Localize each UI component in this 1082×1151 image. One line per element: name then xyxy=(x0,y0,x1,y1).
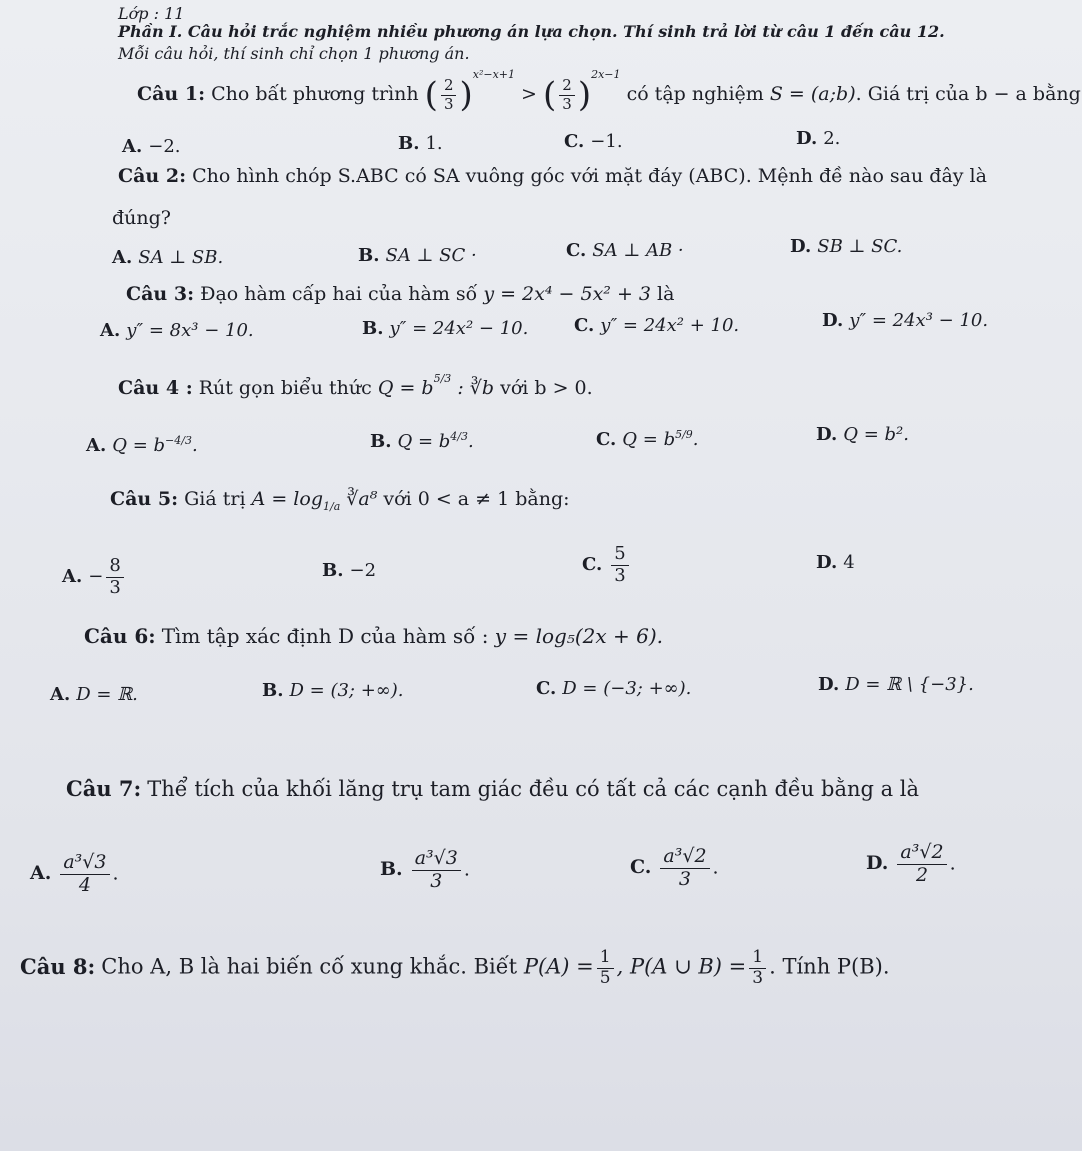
q4-option-a[interactable]: A. $Q = b^{-4/3}$. xyxy=(86,434,198,456)
q2-option-b[interactable]: B. SA ⊥ SC · xyxy=(358,245,477,266)
q1-option-a[interactable]: A. −2. xyxy=(122,136,181,157)
q5-option-a[interactable]: A. − $\frac{8}{3}$ xyxy=(62,556,127,598)
q7-option-a[interactable]: A. $\frac{\text{a³√3}}{4}$ . xyxy=(30,851,119,896)
question-2: Câu 2: Cho hình chóp S.ABC có SA vuông góc với mặt đáy (ABC). Mệnh đề nào sau đây là xyxy=(118,165,987,187)
q1-option-c[interactable]: C. −1. xyxy=(564,131,623,152)
question-5-label: Câu 5: xyxy=(110,488,179,510)
section-title: Phần I. Câu hỏi trắc nghiệm nhiều phương án lựa chọn. Thí sinh trả lời từ câu 1 đến câu 12. xyxy=(118,22,945,41)
question-2-label: Câu 2: xyxy=(118,165,187,187)
q7-option-c[interactable]: C. $\frac{\text{a³√2}}{3}$ . xyxy=(630,845,719,890)
q3-option-d[interactable]: D. y″ = 24x³ − 10. xyxy=(822,310,989,331)
question-8-label: Câu 8: xyxy=(20,953,96,979)
q3-option-b[interactable]: B. y″ = 24x² − 10. xyxy=(362,318,529,339)
question-1-label: Câu 1: xyxy=(137,83,206,105)
question-6-label: Câu 6: xyxy=(84,624,156,648)
question-4-label: Câu 4 : xyxy=(118,377,193,399)
q4-option-b[interactable]: B. $Q = b^{4/3}$. xyxy=(370,430,474,452)
q6-option-a[interactable]: A. D = ℝ. xyxy=(50,684,138,705)
q5-option-b[interactable]: B. −2 xyxy=(322,560,377,581)
q5-option-c[interactable]: C. $\frac{5}{3}$ xyxy=(582,544,632,586)
q4-option-d[interactable]: D. Q = b². xyxy=(816,424,909,445)
q5-option-d[interactable]: D. 4 xyxy=(816,552,855,573)
question-1: Câu 1: Cho bất phương trình ( $\frac{2}{3}$ )$^{x^2-x+1}$ > ( $\frac{2}{3}$ )$^{2x-1}$ có tập nghiệm S = (a;b). Giá trị của b − a bằng xyxy=(137,68,1081,115)
instruction: Mỗi câu hỏi, thí sinh chỉ chọn 1 phương án. xyxy=(118,44,470,63)
q4-option-c[interactable]: C. $Q = b^{5/9}$. xyxy=(596,428,699,450)
question-2-cont: đúng? xyxy=(112,207,171,229)
q3-option-c[interactable]: C. y″ = 24x² + 10. xyxy=(574,315,740,336)
question-6: Câu 6: Tìm tập xác định D của hàm số : y = log₅(2x + 6). xyxy=(84,624,663,648)
q1-option-d[interactable]: D. 2. xyxy=(796,128,841,149)
q3-option-a[interactable]: A. y″ = 8x³ − 10. xyxy=(100,320,254,341)
q2-option-a[interactable]: A. SA ⊥ SB. xyxy=(112,247,224,268)
q7-option-b[interactable]: B. $\frac{\text{a³√3}}{3}$ . xyxy=(380,847,470,892)
question-5: Câu 5: Giá trị $A = \log_{1/a}$ ∛a⁸ với 0 < a ≠ 1 bằng: xyxy=(110,488,570,513)
question-8: Câu 8: Cho A, B là hai biến cố xung khắc. Biết P(A) = $\frac{1}{5}$ , P(A ∪ B) = $\frac{1}{3}$ . Tính P(B). xyxy=(20,947,890,988)
q6-option-d[interactable]: D. D = ℝ \ {−3}. xyxy=(818,674,974,695)
q2-option-c[interactable]: C. SA ⊥ AB · xyxy=(566,240,684,261)
q6-option-c[interactable]: C. D = (−3; +∞). xyxy=(536,678,692,699)
grade-label: Lớp : 11 xyxy=(118,4,185,23)
q1-option-b[interactable]: B. 1. xyxy=(398,133,443,154)
question-4: Câu 4 : Rút gọn biểu thức $Q = b^{5/3}$ : ∛b với b > 0. xyxy=(118,372,593,399)
question-3-label: Câu 3: xyxy=(126,283,195,305)
question-3: Câu 3: Đạo hàm cấp hai của hàm số y = 2x⁴ − 5x² + 3 là xyxy=(126,283,675,305)
question-7: Câu 7: Thể tích của khối lăng trụ tam giác đều có tất cả các cạnh đều bằng a là xyxy=(66,776,920,801)
q6-option-b[interactable]: B. D = (3; +∞). xyxy=(262,680,404,701)
q2-option-d[interactable]: D. SB ⊥ SC. xyxy=(790,236,903,257)
q7-option-d[interactable]: D. $\frac{\text{a³√2}}{2}$ . xyxy=(866,841,956,886)
question-7-label: Câu 7: xyxy=(66,776,142,801)
